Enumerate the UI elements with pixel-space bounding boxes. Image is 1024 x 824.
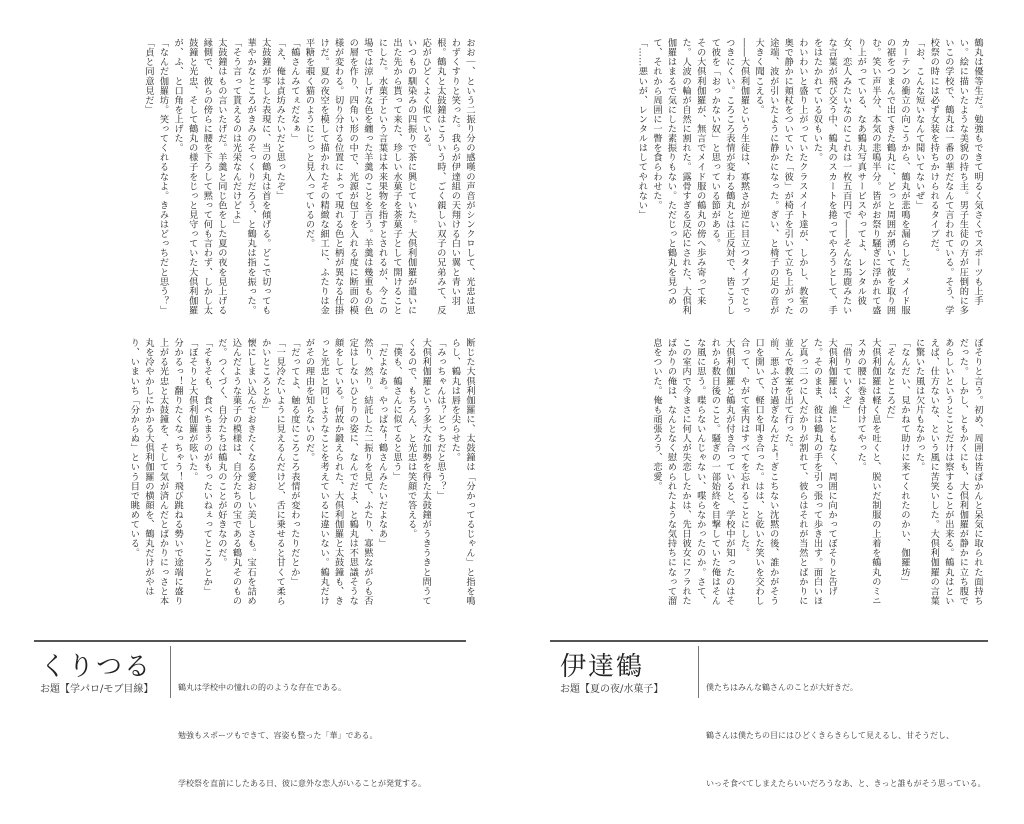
left-page — [0, 0, 512, 788]
footer-rule — [34, 640, 466, 642]
story-text-lower: 断じた大倶利伽羅に、太鼓鐘は「分かってるじゃん」と指を鳴らし、鶴丸は唇を尖らせた。 「みっちゃんは？どっちだと思う？」 大倶利伽羅という多大な加勢を得た太鼓鐘がうきうきと問うてくるので、もちろん、と光忠は笑顔で答える。 「僕も、鶴さんに似てると思う」 「だよなあ。やっぱな！鶴さんみたいだよなあ」 然り、然り。結託した二振りを見て、ふたり、寡黙ながらも否定はしないひとりの姿に、なんでだよ、と鶴丸は不思議そうな顔をしている。何故か鍛えられた、大倶利伽羅と太鼓鐘も、きっと光忠と同じようなことを考えているに違いない。鶴丸だけがその理由を知らないのだ。 「だってよ、触る度にころころ表情が変わったりだとか」 「一見冷たいように見えるんだけど、舌に乗せると甘くて柔らかいところとか」 懐にしまい込んでおきたくなる愛おしい美しさも。宝石を詰め込んだような菓子の模様は、自分たちの宝である鶴丸そのものだ。つくづく、自分たちは鶴丸のことが好きなのだ。 「そもそも、食べちまうのがもったいねぇってところとか」 「ぼそりと大倶利伽羅が呟いた。 分かるっ！翻りたくなっちゃう！飛び跳ねる勢いで途端に盛り上がる光忠と太鼓鐘を、そして気が済んだとばかりにっさと本丸を冷やかしにかかる大倶利伽羅の横顔を、鶴丸だけがやはり、いまいち「分からぬ」という目で眺めている。 — [128, 338, 475, 606]
story-theme: お題【夏の夜/水菓子】 — [560, 684, 664, 695]
story-title: 伊達鶴 — [560, 652, 645, 682]
right-page — [512, 0, 1024, 788]
summary-line: 鶴丸は学校中の憧れの的のような存在である。 — [178, 683, 346, 692]
story-title: くりつる — [40, 652, 153, 682]
summary-line: 鶴さんは僕たちの目にはひどくきらきらして見えるし、甘そうだし、 — [706, 731, 954, 740]
footer-divider — [170, 646, 171, 698]
footer-divider — [698, 646, 699, 698]
story-summary — [178, 648, 426, 824]
summary-line: 勉強もスポーツもできて、容姿も整った「華」である。 — [178, 731, 378, 740]
summary-line: いっそ食べてしまえたらいいだろうなあ、と、きっと誰もがそう思っている。 — [706, 779, 986, 788]
story-text-lower: ぼそりと言う。初め、周囲は皆ぽかんと呆気に取られた面持ちだった。しかし、ともかくにも、大倶利伽羅が静かに立ち腹であらしいというとことだけは察することが出来る。鶴丸はといえば、仕方ないな、という風に苦笑いした。大倶利伽羅の言葉に驚いた風は欠片もなかった。 「なんだい、見かねて助けに来てくれたのかい、伽羅坊」 「そんなところだ」 大倶利伽羅は軽く息を吐くと、脱いだ制服の上着を鶴丸のミニスカの腰に巻き付けてやった。 「借りていくぞ」 大倶利伽羅は、誰にともなく、周囲に向かってぼそりと告げた。そのまま、彼は鶴丸の手を引っ張って歩き出す。面白いほど真っ二つに人だかりが割れて、彼らはそれが当然とばかりに並んで教室を出て行った。 前、悪ふざけ過ぎなんだよ！ぎこちない沈黙の後、誰かがそう口を開いて、軽口を叩き合った。はは、と乾いた笑いを交わし合って、やがて室内はすべてを忘れることにした。 大倶利伽羅と鶴丸が付き合っていると、学校中が知ったのはそれから数日後のこと。騒ぎの一部始終を目撃していた俺はそんな風に思う。喋らないんじゃない、喋らなかったのか。さて、この室内で今まさに何人が失恋したかは、先日彼女にフラれたばかりの俺は、なんとなく慰められたような気持ちになって溜息をついた。俺も頑張ろう、恋愛。 — [650, 338, 983, 606]
story-theme: お題【学パロ/モブ目線】 — [40, 684, 154, 695]
summary-line: 僕たちはみんな鶴さんのことが大好きだ。 — [706, 683, 858, 692]
summary-line: 学校祭を直前にしたある日、彼に意外な恋人がいることが発覚する。 — [178, 779, 426, 788]
story-text-upper: おお｜、という二振り分の感嘆の声音がシンクロして、光忠は思わずくすりと笑った。我らが伊達組の天翔ける白い翼と青い羽根。鶴丸と太鼓鐘はこういう時、ごく親しい双子の兄弟みて、反応がひどくよく似ている。 いつもの馴染みの四振りで茶に興じていた。大倶利伽羅が遣いに出た先から貰って来た、珍しい水菓子を茶菓子として開けることにした。水菓子という言葉は本来果物を指すとされるが、今この場では涼しげな色を纏った羊羹のことを言う。羊羹は幾重もの色の層を作り、四角い形の中で、光源が包丁を入れる度に断面の模様が変わる。切り分ける位置によって現れる色と柄が異なる仕掛けだ。夏の夜空を模して描かれたその精緻な細工に、ふたりは金平糖を覗く猫のようにじっと見入っているのだ。 「鶴さんみてぇだなぁ」 「え、俺は貞坊みたいだと思ったぞ」 太鼓鐘が零した表現に、当の鶴丸は首を傾げる。どこで切っても華やかなところがきみのそっくりだろう、と鶴丸は指を振った。 「そう言って貰えるのは光栄なんだけどよ」 太鼓鐘はもの言いたげだ。羊羹と同じ色をした夏の夜を見上げる縁側で、彼らの傍らに腰を下ろして黙って何も言わず、しかし太鼓鐘と光忠、そして鶴丸の様子をじっと見守っていた大倶利伽羅が、ふ、と口角を上げた。 「なんだ伽羅坊。笑ってくれるなよ。きみはどっちだと思う？」 「貞と同意見だ」 — [142, 38, 475, 315]
footer-rule — [550, 640, 988, 642]
story-text-upper: 鶴丸は優等生だ。勉強もできて明るく気さくでスポーツも上手い。絵に描いたような美貌の持ち主。男子生徒の方が圧倒的に多いこの学校で、鶴丸は一番の華だなんて言われている。そう、学校祭の時には必ず女装を持ちかけられるタイプだ。 「お、こんな短いなんて聞いてないぜ」 カーテンの衝立の向こうから、鶴丸が悲鳴を漏らした。メイド服の裾をつまんで出てきた鶴丸に、どっと周囲が湧いて彼を取り囲む。笑い声半分、本気の悲鳴半分。皆がお祭り騒ぎに浮かれて盛り上がっている、なあ鶴丸写真サービスやってよ、レンタル彼女、恋人みたいなのにこれは一枚五百円で――そんな馬鹿みたいな言葉が飛び交う中、鶴丸のスカートを捲ってやろうとして、手をはたかれている奴もいた。 わいわいと盛り上がっていたクラスメイト達が、しかし、教室の奥で静かに頬杖をついていた「彼」が椅子を引いて立ち上がった途端、波が引いたように静かになった。ぎい、と椅子の足の音が大きく聞こえる。 ――大倶利伽羅という生徒は、寡黙さが逆に目立つタイプでとっつきにくい。ころころ表情が変わる鶴丸とは正反対で、皆こうして彼を「おっかない奴」と思っている節がある。 その大倶利伽羅が、無言でメイド服の鶴丸の傍へ歩み寄って来た。人波の輪が自然に割れた。露骨すぎる反応にされた、大倶利伽羅はまるで気にした素振りもない。ただじっと鶴丸を見つめて、それから周囲に一瞥を食らわせた。 「……悪いが、レンタルはしてやれない」 — [636, 38, 983, 315]
story-summary — [706, 648, 986, 824]
